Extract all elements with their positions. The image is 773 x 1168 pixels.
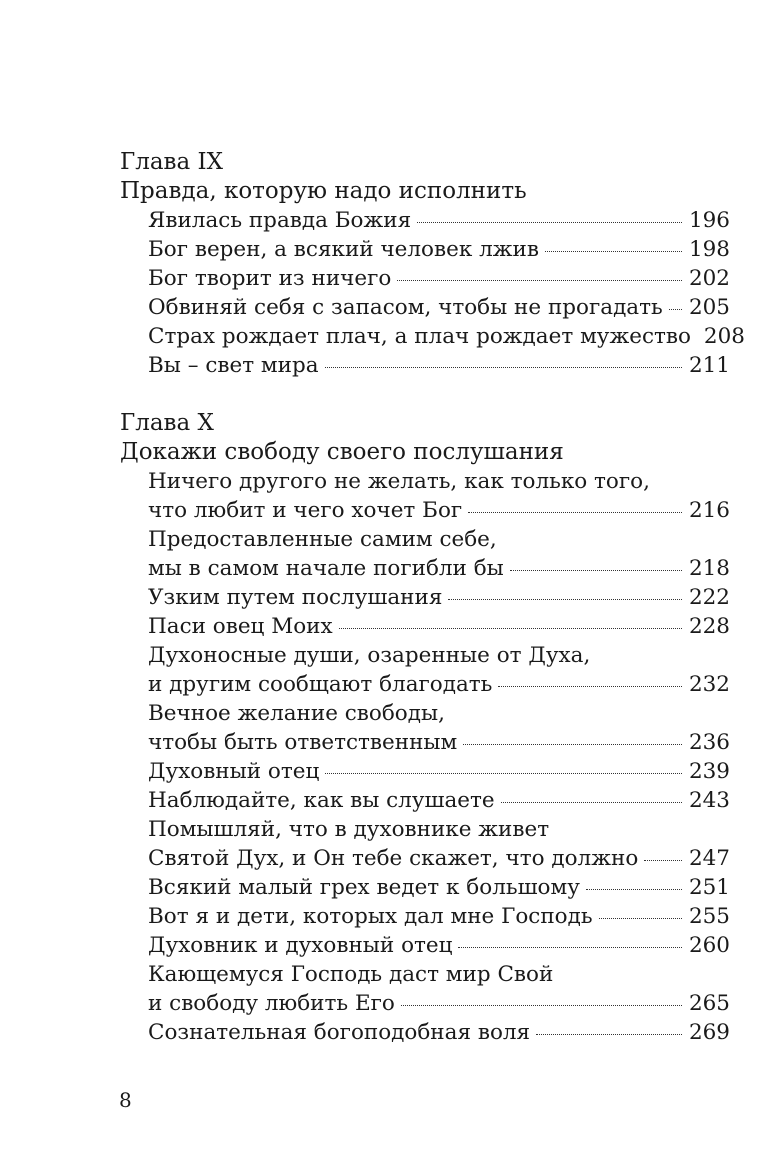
entry-title: Бог творит из ничего [148,266,392,291]
entry-title-line[interactable]: Помышляй, что в духовнике живет [148,817,550,842]
entry-title: Всякий малый грех ведет к большому [148,875,580,900]
entry-page: 218 [688,556,730,581]
toc-entry[interactable] [148,206,730,235]
entry-page: 232 [688,672,730,697]
entry-title-line[interactable]: Вечное желание свободы, [148,701,445,726]
chapter-title: Докажи свободу своего послушания [120,439,564,465]
entry-page: 243 [688,788,730,813]
page-number: 8 [119,1088,132,1112]
dot-leader [325,773,682,774]
entry-page: 239 [688,759,730,784]
entry-title: Наблюдайте, как вы слушаете [148,788,495,813]
entry-title: Сознательная богоподобная воля [148,1020,531,1045]
entry-page: 269 [688,1020,730,1045]
entry-page: 202 [688,266,730,291]
entry-page: 216 [688,498,730,523]
toc-entry[interactable] [148,844,730,873]
toc-entry[interactable] [148,873,730,902]
dot-leader [448,599,682,600]
toc-entry[interactable] [148,728,730,757]
entry-title: Святой Дух, и Он тебе скажет, что должно [148,846,639,871]
entry-page: 198 [688,237,730,262]
dot-leader [417,222,682,223]
toc-entry[interactable] [148,293,730,322]
toc-entry[interactable] [148,757,730,786]
toc-entry[interactable] [148,612,730,641]
entry-title: что любит и чего хочет Бог [148,498,463,523]
dot-leader [501,802,682,803]
chapter-title: Правда, которую надо исполнить [120,178,527,204]
entry-title: Узким путем послушания [148,585,443,610]
toc-entry[interactable] [148,496,730,525]
toc-entry[interactable] [148,989,730,1018]
dot-leader [586,889,682,890]
chapter-number: Глава IX [120,149,223,175]
dot-leader [397,280,682,281]
entry-title: Вы – свет мира [148,353,319,378]
chapter-number: Глава X [120,410,214,436]
dot-leader [339,628,682,629]
entry-title-line[interactable]: Кающемуся Господь даст мир Свой [148,962,554,987]
toc-entry[interactable] [148,322,745,351]
dot-leader [669,309,682,310]
entry-page: 196 [688,208,730,233]
toc-entry[interactable] [148,554,730,583]
dot-leader [325,367,682,368]
dot-leader [536,1034,682,1035]
toc-entry[interactable] [148,786,730,815]
toc-entry[interactable] [148,902,730,931]
dot-leader [599,918,682,919]
entry-title: Вот я и дети, которых дал мне Господь [148,904,593,929]
entry-page: 205 [688,295,730,320]
toc-entry[interactable] [148,235,730,264]
chapter-ix [120,148,745,380]
entry-page: 228 [688,614,730,639]
entry-page: 247 [688,846,730,871]
entry-page: 260 [688,933,730,958]
entry-title: Духовник и духовный отец [148,933,453,958]
dot-leader [545,251,682,252]
entry-title: Паси овец Моих [148,614,333,639]
toc-entry[interactable] [148,264,730,293]
entry-title: и свободу любить Его [148,991,395,1016]
entry-title-line[interactable]: Духоносные души, озаренные от Духа, [148,643,591,668]
dot-leader [468,512,682,513]
entry-title: мы в самом начале погибли бы [148,556,504,581]
entry-title-line[interactable]: Ничего другого не желать, как только того, [148,469,650,494]
toc-entries [148,467,730,1047]
entry-title: и другим сообщают благодать [148,672,493,697]
toc-entry[interactable] [148,931,730,960]
dot-leader [644,860,682,861]
entry-page: 255 [688,904,730,929]
toc-entry[interactable] [148,1018,730,1047]
toc-entries [148,206,745,380]
entry-title: Бог верен, а всякий человек лжив [148,237,539,262]
chapter-x [120,409,730,1047]
entry-title: Духовный отец [148,759,320,784]
entry-title: Страх рождает плач, а плач рождает мужество [148,324,691,349]
dot-leader [498,686,682,687]
toc-entry[interactable] [148,351,730,380]
entry-title: Обвиняй себя с запасом, чтобы не прогадать [148,295,663,320]
entry-page: 222 [688,585,730,610]
entry-page: 265 [688,991,730,1016]
toc-entry[interactable] [148,670,730,699]
dot-leader [401,1005,682,1006]
toc-entry[interactable] [148,583,730,612]
entry-title-line[interactable]: Предоставленные самим себе, [148,527,497,552]
entry-title: чтобы быть ответственным [148,730,458,755]
dot-leader [458,947,682,948]
entry-page: 211 [688,353,730,378]
entry-title: Явилась правда Божия [148,208,412,233]
entry-page: 236 [688,730,730,755]
entry-page: 208 [703,324,745,349]
entry-page: 251 [688,875,730,900]
dot-leader [510,570,682,571]
dot-leader [463,744,682,745]
